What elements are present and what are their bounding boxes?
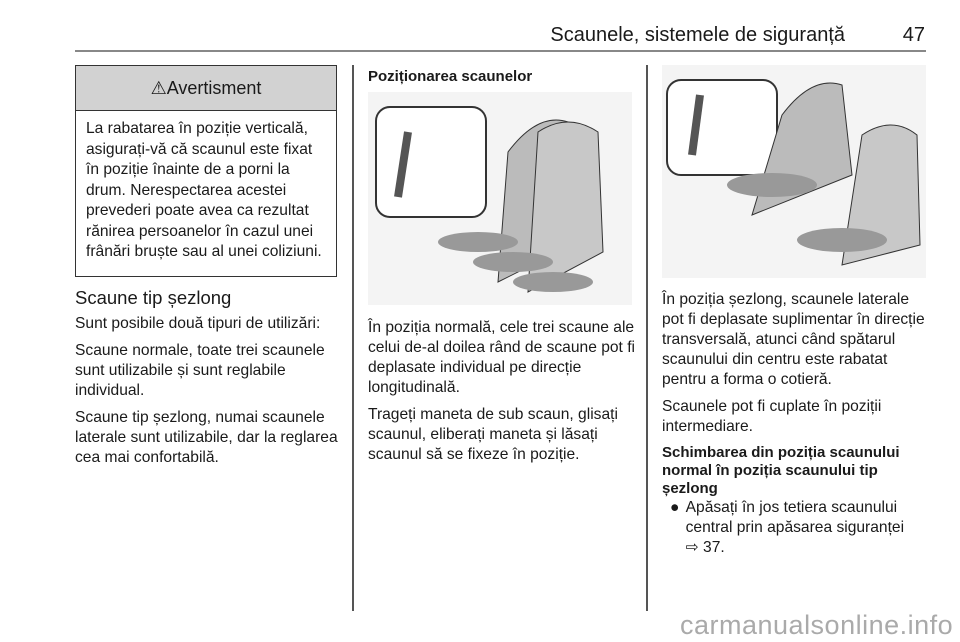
bullet-icon: ● bbox=[670, 499, 680, 516]
paragraph: Scaune normale, toate trei scaunele sunt utilizabile și sunt reglabile individual. bbox=[75, 342, 325, 399]
page-header-title: Scaunele, sistemele de siguranță bbox=[550, 24, 845, 46]
warning-body: La rabatarea în poziție verticală, asigurați-vă că scaunul este fixat în poziție înainte de a porni la drum. Nerespectarea acestei prevederi poate avea ca rezultat rănirea persoanelor în cazul unei frânări bruște sau al unei coliziuni. bbox=[86, 120, 322, 260]
warning-box bbox=[75, 65, 337, 277]
column-1 bbox=[75, 288, 340, 475]
warning-header bbox=[76, 66, 336, 111]
watermark: carmanualsonline.info bbox=[680, 610, 954, 640]
column-2-text bbox=[368, 318, 636, 472]
paragraph: În poziția șezlong, scaunele laterale pot fi deplasate suplimentar în direcție transversală, atunci când spătarul scaunului din centru este rabatat pentru a forma o cotieră. bbox=[662, 291, 925, 388]
paragraph: Trageți maneta de sub scaun, glisați scaunul, eliberați maneta și lăsați scaunul să se fixeze în poziție. bbox=[368, 406, 618, 463]
page-reference-arrow-icon: ⇨ bbox=[685, 539, 704, 556]
seat-adjust-illustration bbox=[368, 92, 632, 305]
column-divider bbox=[646, 65, 648, 611]
lounge-seat-illustration bbox=[662, 65, 926, 278]
column-divider bbox=[352, 65, 354, 611]
warning-title: Avertisment bbox=[166, 78, 262, 98]
header-divider bbox=[75, 50, 926, 52]
page-number: 47 bbox=[902, 24, 925, 46]
paragraph: În poziția normală, cele trei scaune ale celui de-al doilea rând de scaune pot fi deplasate individual pe direcție longitudinală. bbox=[368, 319, 636, 396]
warning-icon: ⚠ bbox=[150, 78, 167, 98]
paragraph: Scaunele pot fi cuplate în poziții intermediare. bbox=[662, 398, 882, 435]
bullet-text: Apăsați în jos tetiera scaunului central prin apăsarea siguranței bbox=[685, 499, 905, 536]
page-reference-link[interactable]: 37. bbox=[703, 539, 725, 556]
section-heading: Scaune tip șezlong bbox=[75, 287, 232, 308]
column-2 bbox=[368, 67, 636, 87]
section-heading: Poziționarea scaunelor bbox=[368, 68, 533, 85]
paragraph: Sunt posibile două tipuri de utilizări: bbox=[75, 315, 321, 332]
column-3 bbox=[662, 290, 928, 558]
paragraph: Scaune tip șezlong, numai scaunele laterale sunt utilizabile, dar la reglarea cea mai confortabilă. bbox=[75, 409, 338, 466]
bullet-item bbox=[662, 498, 928, 558]
subheading: Schimbarea din poziția scaunului normal în poziția scaunului tip șezlong bbox=[662, 444, 900, 497]
